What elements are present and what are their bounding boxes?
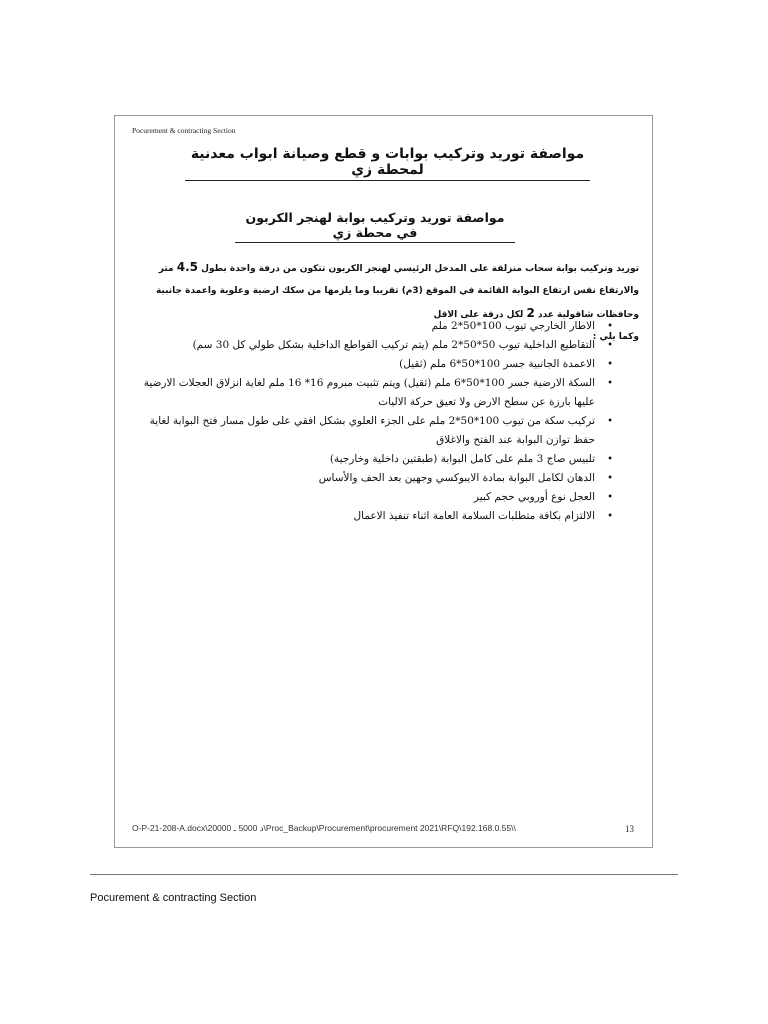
list-item-text: التقاطيع الداخلية تيوب 50*50*2 ملم (يتم تركيب القواطع الداخلية بشكل طولي كل 30 سم) [192, 339, 595, 351]
list-item [139, 374, 617, 412]
list-item-text: السكة الارضية جسر 100*50*6 ملم (ثقيل) ويتم تثبيت مبروم 16* 16 ملم لغاية انزلاق العجلات الارضية عليها بارزة عن سطح الارض ولا تعيق حركة الاليات [143, 377, 595, 408]
list-item-text: العجل نوع أوروبي حجم كبير [473, 491, 595, 503]
page-number: 13 [625, 824, 634, 834]
intro-count: 2 [526, 306, 535, 320]
sub-title: مواصفة توريد وتركيب بوابة لهنجر الكربون في محطة زي [235, 210, 515, 243]
main-title: مواصفة توريد وتركيب بوابات و قطع وصيانة ابواب معدنية لمحطة زي [185, 146, 590, 181]
list-item-text: الاطار الخارجي تيوب 100*50*2 ملم [431, 320, 595, 332]
list-item-text: الدهان لكامل البوابة بمادة الايبوكسي وجهين بعد الحف والأساس [318, 472, 595, 484]
bullet-icon: • [607, 473, 613, 484]
intro-text-2: متر والارتفاع نفس ارتفاع البوابة القائمة في الموقع (3م) تقريبا وما يلزمها من سكك ارضية وعلوية واعمدة جانبية وحافظات شاقولية عدد [155, 264, 639, 320]
list-item [139, 507, 617, 526]
bullet-icon: • [607, 454, 613, 465]
list-item-text: الاعمدة الجانبية جسر 100*50*6 ملم (ثقيل) [399, 358, 595, 370]
footer-divider [90, 874, 678, 875]
list-item [139, 450, 617, 469]
bullet-icon: • [607, 416, 613, 427]
list-item [139, 355, 617, 374]
intro-length: 4.5 [176, 260, 199, 274]
list-item-text: الالتزام بكافة متطلبات السلامة العامة اثناء تنفيذ الاعمال [353, 510, 595, 522]
list-item [139, 412, 617, 450]
page-footer-label: Pocurement & contracting Section [90, 892, 257, 904]
list-item-text: تلبيس صاج 3 ملم على كامل البوابة (طبقتين داخلية وخارجية) [329, 453, 595, 465]
document-page [114, 115, 653, 848]
bullet-icon: • [607, 340, 613, 351]
list-item [139, 469, 617, 488]
list-item [139, 317, 617, 336]
list-item-text: تركيب سكة من تيوب 100*50*2 ملم على الجزء العلوي بشكل افقي على طول مسار فتح البوابة لغاية حفظ توازن البوابة عند الفتح والاغلاق [149, 415, 595, 446]
footer-file-path: O-P-21-208-A.docx\20000 د 5000 ـ\Proc_Backup\Procurement\procurement 2021\RFQ\192.168.0.55\\ [132, 823, 516, 833]
bullet-icon: • [607, 359, 613, 370]
bullet-icon: • [607, 378, 613, 389]
page-header-section: Pocurement & contracting Section [132, 126, 236, 135]
intro-text-1: توريد وتركيب بوابة سحاب منزلقة على المدخل الرئيسي لهنجر الكربون تتكون من درفة واحدة بطول [198, 264, 639, 274]
bullet-icon: • [607, 511, 613, 522]
bullet-icon: • [607, 492, 613, 503]
spec-list [139, 317, 617, 526]
intro-text-4: وكما يلي : [592, 332, 639, 342]
list-item [139, 336, 617, 355]
bullet-icon: • [607, 321, 613, 332]
list-item [139, 488, 617, 507]
intro-text-3: لكل درفة على الاقل [433, 310, 527, 320]
